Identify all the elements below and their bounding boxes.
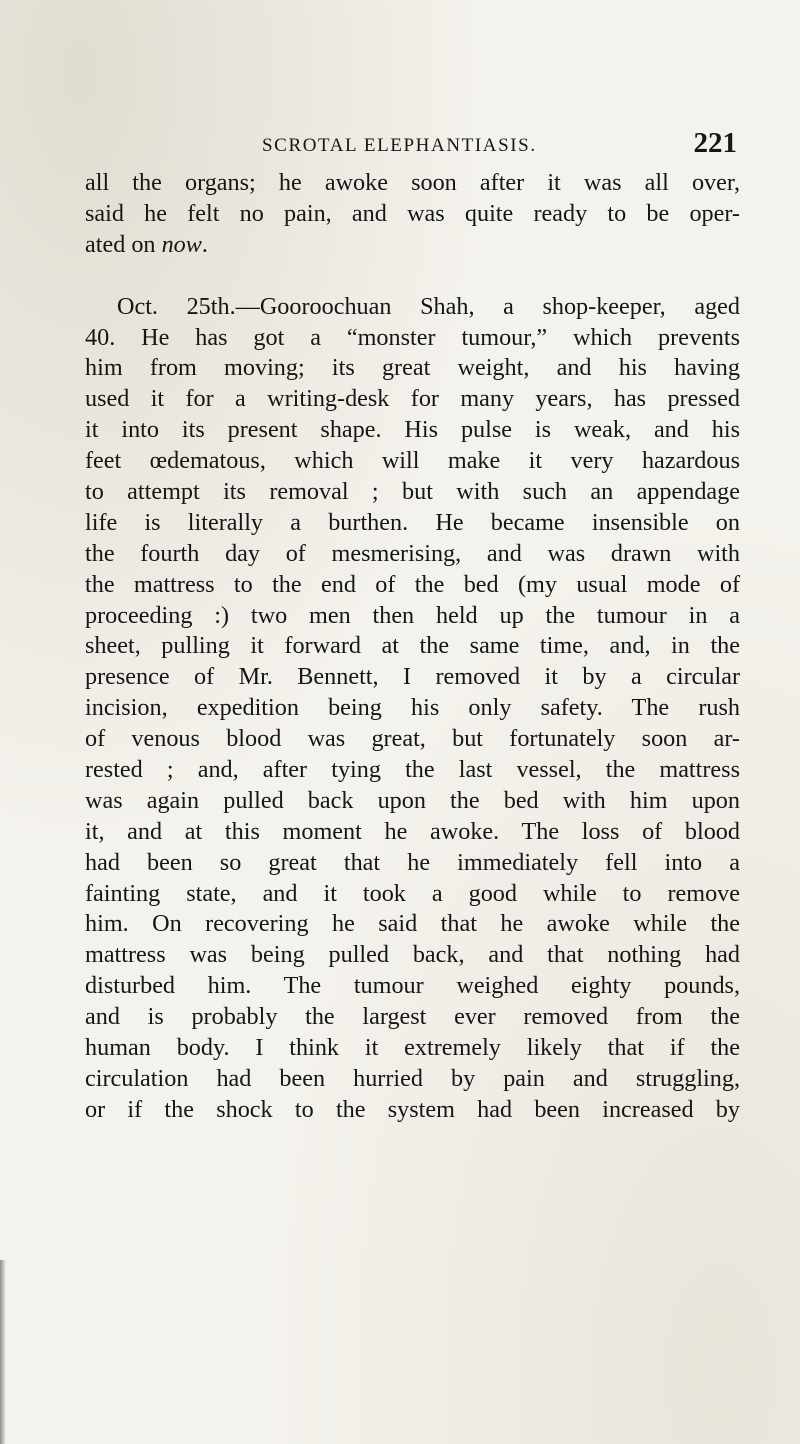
- text-line: said he felt no pain, and was quite ready to be oper-: [85, 199, 740, 227]
- text-line: 40. He has got a “monster tumour,” which prevents: [85, 323, 740, 351]
- text-line: or if the shock to the system had been increased by: [85, 1095, 740, 1123]
- text-line: to attempt its removal ; but with such an appendage: [85, 478, 740, 506]
- text-line: disturbed him. The tumour weighed eighty pounds,: [85, 972, 740, 1000]
- text-line: circulation had been hurried by pain and struggling,: [85, 1064, 740, 1092]
- paragraph-gap: [85, 261, 740, 292]
- text-line: presence of Mr. Bennett, I removed it by a circular: [85, 663, 740, 691]
- text-line: Oct. 25th.—Gooroochuan Shah, a shop-keeper, aged: [117, 292, 740, 320]
- page-number: 221: [693, 127, 737, 159]
- text-line: feet œdematous, which will make it very hazardous: [85, 447, 740, 475]
- text-fragment: ated on: [85, 230, 162, 258]
- text-line: incision, expedition being his only safety. The rush: [85, 694, 740, 722]
- paragraph-1: [85, 168, 740, 261]
- text-line: used it for a writing-desk for many years, has pressed: [85, 385, 740, 413]
- running-title: SCROTAL ELEPHANTIASIS.: [262, 135, 537, 156]
- text-line: rested ; and, after tying the last vessel, the mattress: [85, 756, 740, 784]
- text-line: mattress was being pulled back, and that nothing had: [85, 941, 740, 969]
- text-fragment: .: [201, 230, 208, 258]
- text-line: [85, 230, 740, 261]
- text-line: it, and at this moment he awoke. The loss of blood: [85, 817, 740, 845]
- text-line: all the organs; he awoke soon after it was all over,: [85, 169, 740, 196]
- text-line: fainting state, and it took a good while to remove: [85, 879, 740, 907]
- text-line: life is literally a burthen. He became insensible on: [85, 508, 740, 536]
- body-text: [85, 168, 740, 1126]
- text-line: sheet, pulling it forward at the same time, and, in the: [85, 632, 740, 660]
- text-line: human body. I think it extremely likely that if the: [85, 1034, 740, 1062]
- text-line: the fourth day of mesmerising, and was drawn with: [85, 539, 740, 567]
- paragraph-2: [85, 292, 740, 1126]
- text-line: it into its present shape. His pulse is weak, and his: [85, 416, 740, 444]
- text-line: of venous blood was great, but fortunately soon ar-: [85, 725, 740, 753]
- text-line: and is probably the largest ever removed from the: [85, 1003, 740, 1031]
- text-line: was again pulled back upon the bed with him upon: [85, 786, 740, 814]
- emphasized-word: now: [161, 230, 202, 258]
- text-line: the mattress to the end of the bed (my usual mode of: [85, 570, 740, 598]
- text-line: him. On recovering he said that he awoke while the: [85, 910, 740, 938]
- text-line: proceeding :) two men then held up the tumour in a: [85, 601, 740, 629]
- binding-shadow: [0, 1260, 6, 1444]
- running-head: [262, 127, 737, 161]
- text-line: had been so great that he immediately fell into a: [85, 848, 740, 876]
- text-line: him from moving; its great weight, and his having: [85, 354, 740, 382]
